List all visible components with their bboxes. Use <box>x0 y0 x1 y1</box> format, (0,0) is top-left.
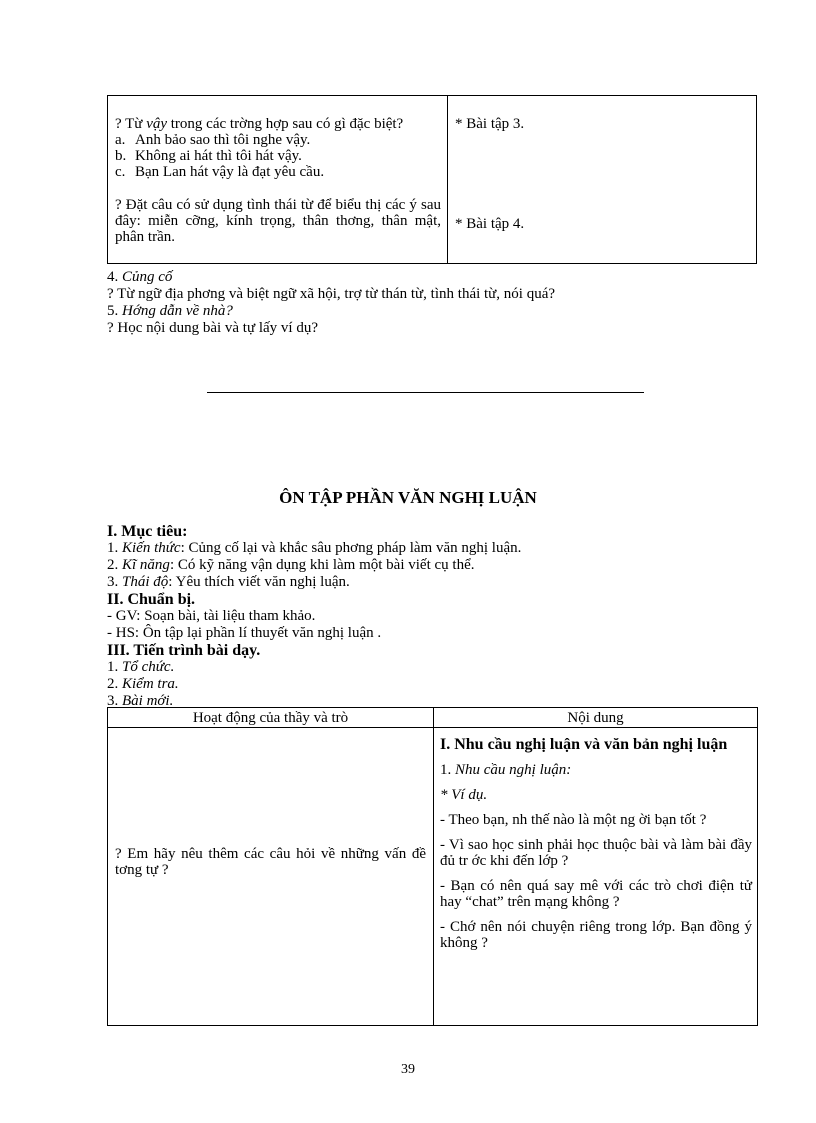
list-item: 3. Bài mới. <box>107 693 174 709</box>
exercise-4-answer: * Bài tập 4. <box>455 216 525 232</box>
lesson-wrapup <box>107 269 757 337</box>
exercise-4-question: ? Đặt câu có sử dụng tình thái từ để biểu thị các ý sau đây: miễn cỡng, kính trọng, thân thơng, thân mật, phân trần. <box>115 197 441 245</box>
teacher-question: ? Em hãy nêu thêm các câu hỏi về những vấn đề tơng tự ? <box>115 846 426 878</box>
page-title: ÔN TẬP PHẦN VĂN NGHỊ LUẬN <box>279 488 537 507</box>
example-item: - Vì sao học sinh phải học thuộc bài và làm bài đầy đủ tr ớc khi đến lớp ? <box>440 837 752 869</box>
table-divider <box>447 96 448 263</box>
content-subheading: 1. Nhu cầu nghị luận: <box>440 762 572 778</box>
section-heading: III. Tiến trình bài dạy. <box>107 642 261 659</box>
list-item: c. Bạn Lan hát vậy là đạt yêu cầu. <box>115 164 325 180</box>
huong-dan-text: ? Học nội dung bài và tự lấy ví dụ? <box>107 320 318 336</box>
cung-co-heading: 4. Củng cố <box>107 269 173 285</box>
list-item: b. Không ai hát thì tôi hát vậy. <box>115 148 302 164</box>
example-label: * Ví dụ. <box>440 787 488 803</box>
section-heading: II. Chuẩn bị. <box>107 591 196 608</box>
column-header-content: Nội dung <box>567 710 624 726</box>
table-divider <box>433 708 434 1025</box>
list-item: - HS: Ôn tập lại phần lí thuyết văn nghị luận . <box>107 625 382 641</box>
highlight-word: vậy <box>146 116 168 132</box>
list-item: - GV: Soạn bài, tài liệu tham khảo. <box>107 608 316 624</box>
example-item: - Bạn có nên quá say mê với các trò chơi điện tử hay “chat” trên mạng không ? <box>440 878 752 910</box>
list-item: 1. Tổ chức. <box>107 659 175 675</box>
activity-table <box>107 707 758 1026</box>
list-item: 2. Kiểm tra. <box>107 676 179 692</box>
separator-line <box>207 392 644 393</box>
list-item: 2. Kĩ năng: Có kỹ năng vận dụng khi làm một bài viết cụ thể. <box>107 557 475 573</box>
example-item: - Theo bạn, nh thế nào là một ng ời bạn tốt ? <box>440 812 707 828</box>
section-heading: I. Mục tiêu: <box>107 523 188 540</box>
exercise-3-answer: * Bài tập 3. <box>455 116 525 132</box>
list-item: 1. Kiến thức: Củng cố lại và khắc sâu phơng pháp làm văn nghị luận. <box>107 540 522 556</box>
exercise-answers <box>455 116 751 232</box>
list-item: 3. Thái độ: Yêu thích viết văn nghị luận. <box>107 574 350 590</box>
page-number: 39 <box>401 1062 415 1077</box>
example-item: - Chớ nên nói chuyện riêng trong lớp. Bạn đồng ý không ? <box>440 919 752 951</box>
lesson-plan <box>107 523 757 710</box>
cung-co-question: ? Từ ngữ địa phơng và biệt ngữ xã hội, trợ từ thán từ, tình thái từ, nói quá? <box>107 286 556 302</box>
list-item: a. Anh bảo sao thì tôi nghe vậy. <box>115 132 311 148</box>
exercise-questions <box>115 116 441 245</box>
content-cell <box>440 737 752 960</box>
exercise-table <box>107 95 757 264</box>
content-heading: I. Nhu cầu nghị luận và văn bản nghị luận <box>440 736 728 753</box>
column-header-activity: Hoạt động của thầy và trò <box>192 710 349 726</box>
huong-dan-heading: 5. Hớng dẫn về nhà? <box>107 303 233 319</box>
exercise-3-question: ? Từ vậy trong các trờng hợp sau có gì đặc biệt? <box>115 116 404 132</box>
